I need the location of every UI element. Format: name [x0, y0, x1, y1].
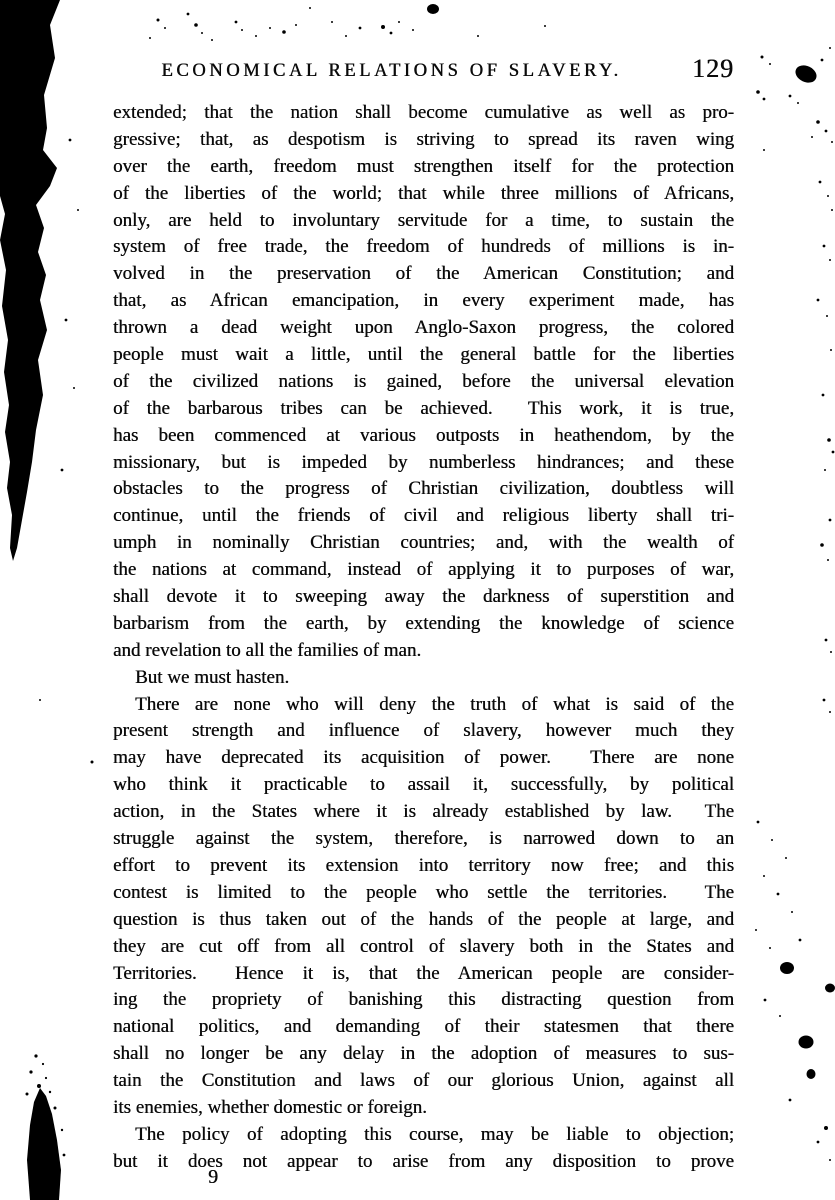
text-line: its enemies, whether domestic or foreign. [113, 1096, 427, 1118]
text-line: people must wait a little, until the general battle for the liberties [113, 344, 734, 366]
text-line: gressive; that, as despotism is striving to spread its raven wing [113, 128, 734, 150]
text-line: that, as African emancipation, in every experiment made, has [113, 290, 734, 312]
text-line: has been commenced at various outposts in heathendom, by the [113, 424, 734, 446]
text-line: may have deprecated its acquisition of power. There are none [113, 747, 734, 769]
text-line: national politics, and demanding of their statesmen that there [113, 1016, 734, 1038]
text-line: volved in the preservation of the American Constitution; and [113, 263, 734, 285]
text-line: of the civilized nations is gained, before the universal elevation [113, 370, 734, 392]
text-line: contest is limited to the people who settle the territories. The [113, 881, 734, 903]
text-line: umph in nominally Christian countries; and, with the wealth of [113, 532, 734, 554]
text-line: ing the propriety of banishing this distracting question from [113, 989, 734, 1011]
text-line: question is thus taken out of the hands of the people at large, and [113, 908, 734, 930]
text-line: of the liberties of the world; that while three millions of Africans, [113, 182, 734, 204]
text-line: who think it practicable to assail it, successfully, by political [113, 774, 734, 796]
text-line: only, are held to involuntary servitude for a time, to sustain the [113, 209, 734, 231]
text-line: tain the Constitution and laws of our glorious Union, against all [113, 1070, 734, 1092]
text-line: obstacles to the progress of Christian civilization, doubtless will [113, 478, 734, 500]
text-line: present strength and influence of slavery, however much they [113, 720, 734, 742]
text-line: But we must hasten. [135, 666, 290, 688]
signature-mark: 9 [208, 1166, 218, 1188]
page-title: ECONOMICAL RELATIONS OF SLAVERY. [161, 61, 622, 81]
text-line: Territories. Hence it is, that the American people are consider- [113, 962, 734, 984]
text-line: and revelation to all the families of man. [113, 639, 422, 661]
ink-speckles-top [149, 4, 546, 41]
text-line: The policy of adopting this course, may be liable to objection; [135, 1123, 734, 1145]
body-text [113, 100, 734, 1176]
binding-gutter-ink-top [0, 0, 60, 561]
text-line: barbarism from the earth, by extending the knowledge of science [113, 612, 734, 634]
text-line: extended; that the nation shall become cumulative as well as pro- [113, 102, 734, 123]
text-line: struggle against the system, therefore, is narrowed down to an [113, 828, 734, 850]
ink-speckles-left-margin [39, 139, 94, 764]
text-line: There are none who will deny the truth of what is said of the [135, 693, 734, 715]
text-line: shall no longer be any delay in the adoption of measures to sus- [113, 1043, 734, 1065]
text-line: they are cut off from all control of slavery both in the States and [113, 935, 734, 957]
text-line: of the barbarous tribes can be achieved. This work, it is true, [113, 397, 734, 419]
text-line: thrown a dead weight upon Anglo-Saxon progress, the colored [113, 317, 734, 339]
text-line: action, in the States where it is already established by law. The [113, 801, 734, 823]
binding-gutter-ink-bottom [27, 1088, 61, 1200]
text-line: over the earth, freedom must strengthen itself for the protection [113, 155, 734, 177]
ink-speckles-bottom-left [26, 1054, 66, 1156]
text-line: the nations at command, instead of applying it to purposes of war, [113, 559, 734, 581]
text-line: missionary, but is impeded by numberless hindrances; and these [113, 451, 734, 473]
text-line: continue, until the friends of civil and religious liberty shall tri- [113, 505, 734, 527]
text-line: shall devote it to sweeping away the darkness of superstition and [113, 586, 734, 608]
ink-speckles-right [756, 47, 834, 713]
page-number: 129 [692, 54, 734, 83]
running-head [113, 56, 734, 90]
text-line: system of free trade, the freedom of hundreds of millions is in- [113, 236, 734, 258]
text-line: but it does not appear to arise from any disposition to prove [113, 1150, 734, 1172]
text-line: effort to prevent its extension into territory now free; and this [113, 854, 734, 876]
ink-speckles-right-lower [755, 821, 835, 1161]
